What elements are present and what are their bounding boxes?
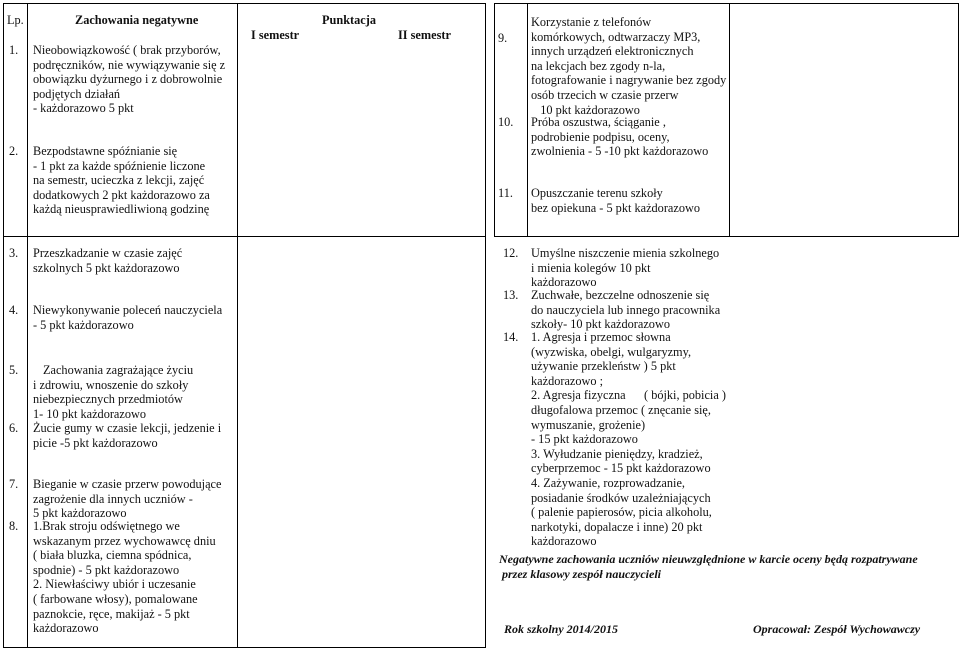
item-line: Umyślne niszczenie mienia szkolnego [531,246,720,260]
item-line: 2. Niewłaściwy ubiór i uczesanie [33,577,196,592]
item-line: 2. Agresja fizyczna ( bójki, pobicia ) [531,388,726,403]
item-line: szkoły- 10 pkt każdorazowo [531,317,670,332]
item-line: Bieganie w czasie przerw powodujące [33,477,222,491]
item-line: do nauczyciela lub innego pracownika [531,302,721,317]
item-line: cyberprzemoc - 15 pkt każdorazowo [531,461,711,476]
item-line: ( biała bluzka, ciemna spódnica, [33,548,192,563]
item-line: każdorazowo [531,275,597,290]
item-line: obowiązku dyżurnego i z dobrowolnie [33,72,223,87]
item-line: innych urządzeń elektronicznych [531,44,694,59]
left-item-6-number: 6. [9,421,19,435]
author: Opracował: Zespół Wychowawczy [753,622,921,636]
item-line: podrobienie podpisu, oceny, [531,129,670,144]
item-line: szkolnych 5 pkt każdorazowo [33,260,180,275]
item-line: komórkowych, odtwarzaczy MP3, [531,29,701,44]
item-line: ( palenie papierosów, picia alkoholu, [531,505,712,520]
item-line: Próba oszustwa, ściąganie , [531,115,666,129]
item-line: i zdrowiu, wnoszenie do szkoły [33,377,189,392]
item-line: 1. Agresja i przemoc słowna [531,330,671,344]
item-line: Nieobowiązkowość ( brak przyborów, [33,43,221,57]
school-year: Rok szkolny 2014/2015 [504,622,619,636]
item-line: ( farbowane włosy), pomalowane [33,591,198,606]
item-line: używanie przekleństw ) 5 pkt [531,359,676,374]
item-line: - 5 pkt każdorazowo [33,317,134,332]
item-line: 1.Brak stroju odświętnego we [33,519,180,533]
item-line: 4. Zażywanie, rozprowadzanie, [531,475,685,490]
item-line: posiadanie środków uzależniających [531,490,711,505]
item-line: 10 pkt każdorazowo [531,102,640,117]
item-line: paznokcie, ręce, makijaż - 5 pkt [33,606,190,621]
left-item-3 [33,246,182,275]
item-line: osób trzecich w czasie przerw [531,87,679,102]
item-line: każdą nieusprawiedliwioną godzinę [33,202,210,217]
item-line: zagrożenie dla innych uczniów - [33,491,193,506]
header-title: Zachowania negatywne [75,13,199,27]
item-line: fotografowanie i nagrywanie bez zgody [531,73,727,88]
left-item-5-number: 5. [9,363,19,377]
item-line: wskazanym przez wychowawcę dniu [33,533,216,548]
item-line: 3. Wyłudzanie pieniędzy, kradzież, [531,446,703,461]
item-line: Zuchwałe, bezczelne odnoszenie się [531,288,710,302]
left-item-2 [33,144,210,217]
left-item-5 [33,363,193,421]
item-line: podjętych działań [33,86,121,101]
left-item-3-number: 3. [9,246,19,260]
item-line: i mienia kolegów 10 pkt [531,260,651,275]
left-item-8 [33,519,216,636]
right-item-9 [531,15,726,117]
item-line: bez opiekuna - 5 pkt każdorazowo [531,200,701,215]
right-item-11 [531,186,700,215]
right-item-10-number: 10. [498,115,514,129]
item-line: 5 pkt każdorazowo [33,506,127,521]
right-item-9-number: 9. [498,31,508,45]
item-line: - 1 pkt za każde spóźnienie liczone [33,158,206,173]
item-line: długofalowa przemoc ( znęcanie się, [531,402,711,417]
header-semester-2: II semestr [398,28,451,42]
right-item-14-number: 14. [503,330,519,344]
item-line: Opuszczanie terenu szkoły [531,186,663,200]
item-line: Żucie gumy w czasie lekcji, jedzenie i [33,421,222,435]
left-item-7 [33,477,221,521]
item-line: każdorazowo ; [531,373,604,388]
right-item-10 [531,115,708,159]
left-item-8-number: 8. [9,519,19,533]
right-item-13-number: 13. [503,288,519,302]
left-item-2-number: 2. [9,144,19,158]
item-line: 1- 10 pkt każdorazowo [33,406,147,421]
header-semester-1: I semestr [251,28,300,42]
header-punktacja: Punktacja [322,13,376,27]
item-line: spodnie) - 5 pkt każdorazowo [33,562,180,577]
left-item-1-number: 1. [9,43,19,57]
item-line: Zachowania zagrażające życiu [43,363,194,377]
item-line: narkotyki, dopalacze i inne) 20 pkt [531,519,703,534]
header-lp: Lp. [7,13,24,27]
right-item-12 [531,246,719,290]
item-line: Bezpodstawne spóźnianie się [33,144,178,158]
item-line: Przeszkadzanie w czasie zajęć [33,246,183,260]
item-line: - 15 pkt każdorazowo [531,432,638,447]
left-item-4-number: 4. [9,303,19,317]
item-line: Niewykonywanie poleceń nauczyciela [33,303,223,317]
item-line: na lekcjach bez zgody n-la, [531,58,666,73]
item-line: na semestr, ucieczka z lekcji, zajęć [33,173,205,188]
item-line: - każdorazowo 5 pkt [33,101,134,116]
item-line: wymuszanie, grożenie) [531,417,646,432]
left-item-1 [33,43,225,116]
item-line: zwolnienia - 5 -10 pkt każdorazowo [531,144,709,159]
left-item-4 [33,303,222,332]
item-line: niebezpiecznych przedmiotów [33,392,183,407]
item-line: (wyzwiska, obelgi, wulgaryzmy, [531,344,692,359]
right-item-13 [531,288,720,332]
footer-note-line-1: Negatywne zachowania uczniów nieuwzględnione w karcie oceny będą rozpatrywane [499,552,918,566]
item-line: picie -5 pkt każdorazowo [33,435,158,450]
right-item-11-number: 11. [498,186,513,200]
item-line: każdorazowo [33,621,99,636]
item-line: dodatkowych 2 pkt każdorazowo za [33,187,210,202]
footer-note-line-2: przez klasowy zespół nauczycieli [499,567,661,581]
right-item-14 [531,330,726,549]
right-item-12-number: 12. [503,246,519,260]
item-line: każdorazowo [531,534,597,549]
left-item-6 [33,421,221,450]
item-line: podręczników, nie wywiązywanie się z [33,57,226,72]
left-item-7-number: 7. [9,477,19,491]
item-line: Korzystanie z telefonów [531,15,652,29]
